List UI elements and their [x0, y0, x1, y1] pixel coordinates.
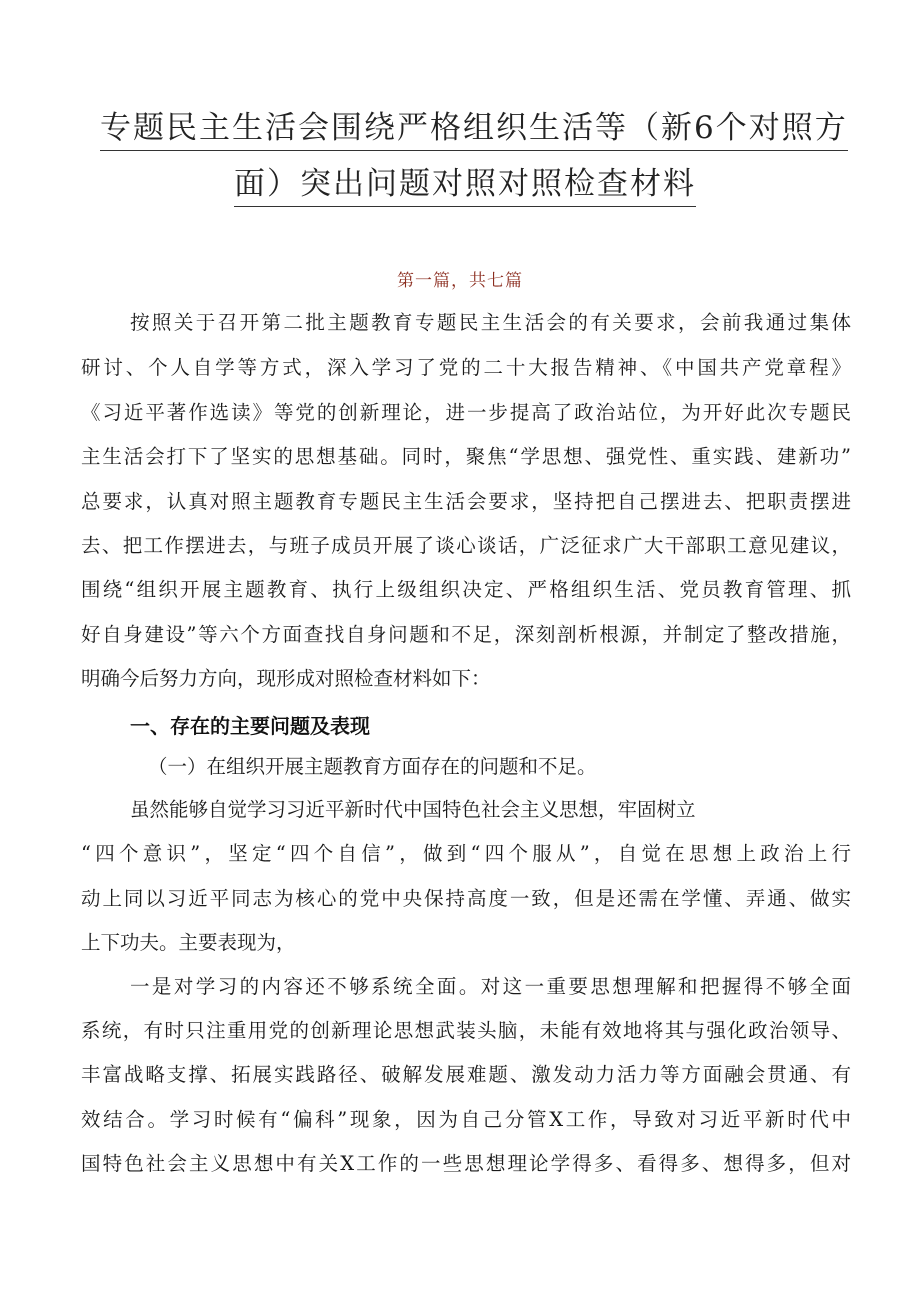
- paragraph-2-line: 虽然能够自觉学习习近平新时代中国特色社会主义思想，牢固树立: [130, 798, 696, 821]
- paragraph-3-line: 效结合。学习时候有“偏科”现象，因为自己分管X工作，导致对习近平新时代中: [81, 1108, 851, 1131]
- document-title-line-2: [100, 166, 830, 202]
- paragraph-2-line: 上下功夫。主要表现为，: [81, 931, 296, 954]
- title-text-1: 专题民主生活会围绕严格组织生活等（新6个对照方: [100, 110, 848, 151]
- paragraph-1-line: 去、把工作摆进去，与班子成员开展了谈心谈话，广泛征求广大干部职工意见建议，: [81, 534, 851, 557]
- paragraph-3-line: 一是对学习的内容还不够系统全面。对这一重要思想理解和把握得不够全面: [130, 975, 851, 998]
- heading-1: 一、存在的主要问题及表现: [130, 714, 370, 738]
- paragraph-1-line: 明确今后努力方向，现形成对照检查材料如下：: [81, 667, 491, 690]
- paragraph-1-line: 主生活会打下了坚实的思想基础。同时，聚焦“学思想、强党性、重实践、建新功”: [81, 445, 851, 468]
- paragraph-1-line: 《习近平著作选读》等党的创新理论，进一步提高了政治站位，为开好此次专题民: [81, 401, 851, 424]
- paragraph-3-line: 丰富战略支撑、拓展实践路径、破解发展难题、激发动力活力等方面融会贯通、有: [81, 1063, 851, 1086]
- paragraph-1-line: 总要求，认真对照主题教育专题民主生活会要求，坚持把自己摆进去、把职责摆进: [81, 490, 851, 513]
- paragraph-1-line: 围绕“组织开展主题教育、执行上级组织决定、严格组织生活、党员教育管理、抓: [81, 578, 851, 601]
- heading-2: （一）在组织开展主题教育方面存在的问题和不足。: [148, 755, 597, 778]
- paragraph-3-line: 系统，有时只注重用党的创新理论思想武装头脑，未能有效地将其与强化政治领导、: [81, 1019, 851, 1042]
- paragraph-3-line: 国特色社会主义思想中有关X工作的一些思想理论学得多、看得多、想得多，但对: [81, 1152, 851, 1175]
- paragraph-1-line: 按照关于召开第二批主题教育专题民主生活会的有关要求，会前我通过集体: [130, 311, 851, 334]
- paragraph-2-line: 动上同以习近平同志为核心的党中央保持高度一致，但是还需在学懂、弄通、做实: [81, 887, 851, 910]
- section-label: 第一篇，共七篇: [397, 271, 523, 291]
- paragraph-1-line: 研讨、个人自学等方式，深入学习了党的二十大报告精神、《中国共产党章程》: [81, 356, 851, 379]
- title-text-2: 面）突出问题对照对照检查材料: [234, 166, 696, 207]
- document-title-line-1: [100, 110, 848, 146]
- paragraph-1-line: 好自身建设”等六个方面查找自身问题和不足，深刻剖析根源，并制定了整改措施，: [81, 623, 851, 646]
- paragraph-2-line: “四个意识”，坚定“四个自信”，做到“四个服从”，自觉在思想上政治上行: [81, 842, 851, 865]
